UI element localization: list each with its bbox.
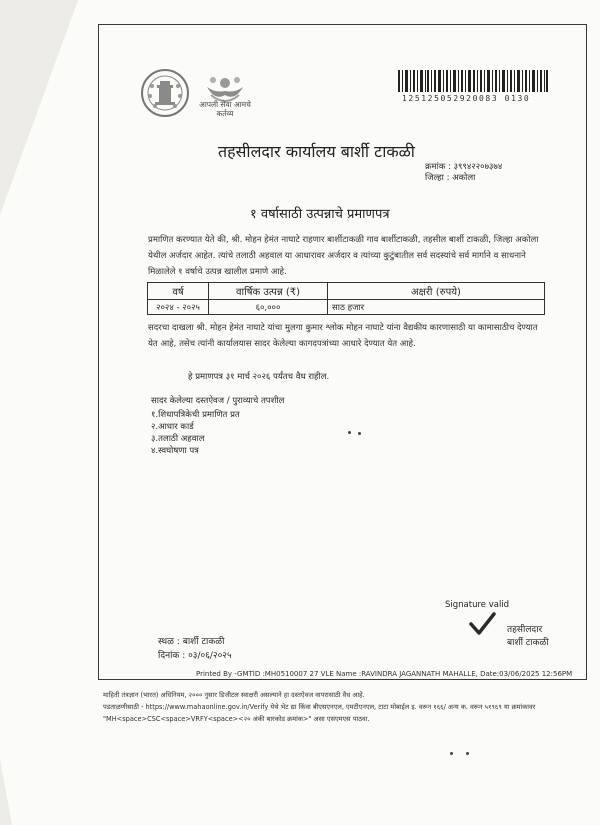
- speck: [358, 432, 361, 435]
- office-title: तहसीलदार कार्यालय बार्शी टाकळी: [218, 142, 415, 161]
- list-item: २.आधार कार्ड: [151, 422, 194, 432]
- footnote-line: "MH<space>CSC<space>VRFY<space><२० अंकी बारकोड क्रमांक>" असा एसएमएस पाठवा.: [103, 715, 370, 723]
- validity-statement: हे प्रमाणपत्र ३१ मार्च २०२६ पर्यंतच वैध राहील.: [188, 372, 330, 382]
- reference-number: [425, 161, 502, 172]
- header-year: वर्ष: [148, 283, 209, 300]
- list-item: ३.तलाठी अहवाल: [151, 434, 205, 444]
- district-line: [425, 172, 475, 183]
- signatory-place: बार्शी टाकळी: [507, 638, 549, 648]
- header-annual-income: वार्षिक उत्पन्न (₹): [209, 283, 328, 300]
- documents-heading: सादर केलेल्या दस्तऐवज / पुराव्याचे तपशील: [151, 396, 285, 406]
- cell-amount-words: साठ हजार: [328, 300, 545, 315]
- reference-value: ३९९४२२०७३७४: [453, 162, 503, 172]
- district-label: जिल्हा :: [425, 173, 450, 183]
- certificate-title: १ वर्षासाठी उत्पन्नाचे प्रमाणपत्र: [250, 207, 390, 222]
- speck: [466, 752, 469, 755]
- certificate-frame: [98, 24, 587, 680]
- place-line: [158, 634, 224, 647]
- list-item: ४.स्वघोषणा पत्र: [151, 446, 199, 456]
- place-label: स्थळ :: [158, 637, 180, 647]
- date-label: दिनांक :: [158, 651, 186, 661]
- barcode-icon: [398, 70, 548, 92]
- district-value: अकोला: [452, 173, 476, 183]
- cell-amount: ६०,०००: [209, 300, 328, 315]
- reference-label: क्रमांक :: [425, 162, 451, 172]
- table-header-row: [148, 283, 545, 300]
- speck: [348, 431, 351, 434]
- purpose-paragraph: सदरचा दाखला श्री. मोहन हेमंत नाघाटे यांचा मुलगा कुमार श्लोक मोहन नाघाटे यांना वैद्यकीय कारणासाठी या कामासाठीच देण्यात येत आहे, तसेच त्यांनी कार्यालयास सादर केलेल्या कागदपत्रांच्या आधारे देण्यात येत आहे.: [148, 323, 538, 349]
- aapli-seva-caption: आपली सेवा आमचे कर्तव्य: [199, 100, 251, 118]
- signatory-role: तहसीलदार: [507, 625, 543, 635]
- cell-year: २०२४ - २०२५: [148, 300, 209, 315]
- place-value: बार्शी टाकळी: [182, 637, 225, 647]
- speck: [450, 752, 453, 755]
- date-value: ०३/०६/२०२५: [188, 651, 232, 661]
- footnote-line: पडताळणीसाठी - https://www.mahaonline.gov.in/Verify येथे भेट द्या किंवा बीएसएनएल, एमटीएनएल, टाटा मोबाईल इ. वरून १६६/ अन्य क. वरून ५१९६९ या क्रमांकावर: [103, 703, 536, 711]
- barcode-number: 125125052920083 0130: [402, 94, 531, 103]
- signature-valid-label: Signature valid: [445, 600, 510, 610]
- header-amount-in-words: अक्षरी (रुपये): [328, 283, 545, 300]
- income-table: [147, 282, 545, 315]
- table-row: [148, 300, 545, 315]
- footnote-line: माहिती तंत्रज्ञान (भारत) अधिनियम, २००० नुसार डिजीटल स्वाक्षरी असल्याने हा दस्तऐवज वापरासाठी वैध आहे.: [103, 691, 365, 699]
- date-line: [158, 648, 232, 661]
- checkmark-icon: [468, 612, 496, 636]
- certification-paragraph: प्रमाणित करण्यात येते की, श्री. मोहन हेमंत नाघाटे राहणार बार्शीटाकळी गाव बार्शीटाकळी, तहसील बार्शी टाकळी, जिल्हा अकोला येथील अर्जदार आहेत. त्यांचे तलाठी अहवाल या आधारावर अर्जदार व त्यांच्या कुटुंबातील सर्व सदस्यांचे सर्व मार्गाने व साधनाने मिळालेले १ वर्षाचे उत्पन्न खालील प्रमाणे आहे.: [148, 235, 539, 277]
- list-item: १.शिधापत्रिकेची प्रमाणित प्रत: [151, 410, 240, 420]
- government-seal-icon: [140, 68, 190, 118]
- printed-by-line: Printed By -GMTID :MH0510007 27 VLE Name :RAVINDRA JAGANNATH MAHALLE, Date:03/06/2025 12:56PM: [196, 670, 573, 678]
